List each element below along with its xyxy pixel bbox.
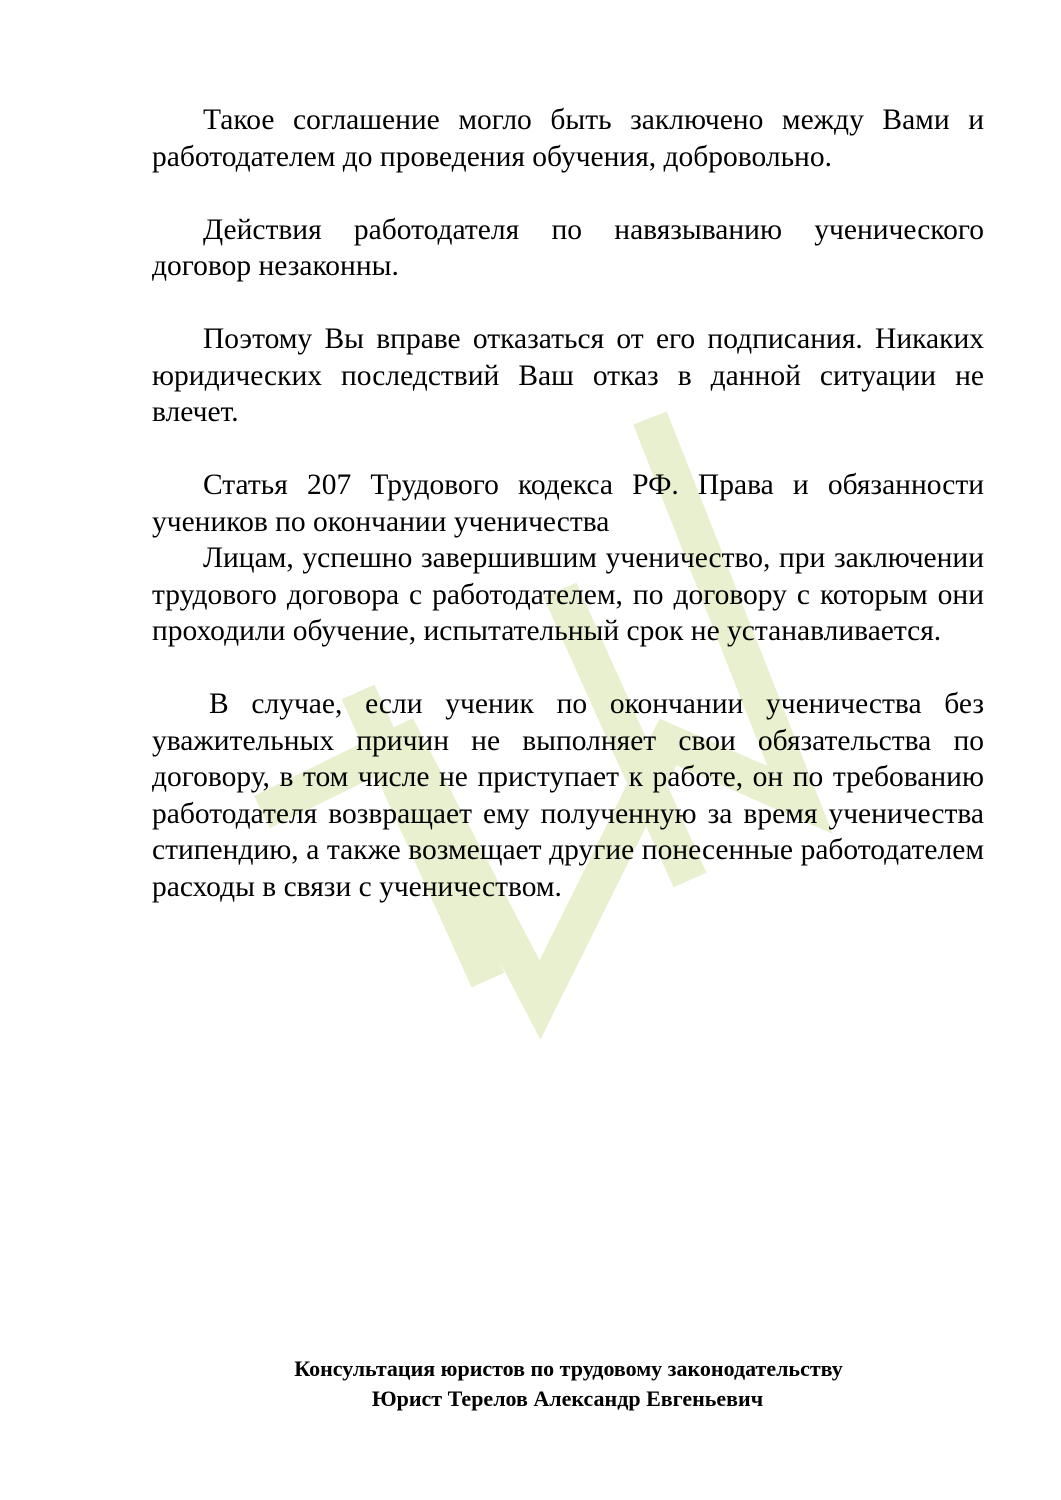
- paragraph: Лицам, успешно завершившим ученичество, при заключении трудового договора с работодателем, по договору с которым они проходили обучение, испытательный срок не устанавливается.: [152, 542, 984, 647]
- paragraph: Поэтому Вы вправе отказаться от его подписания. Никаких юридических последствий Ваш отказ в данной ситуации не влечет.: [152, 323, 984, 428]
- paragraph: Такое соглашение могло быть заключено между Вами и работодателем до проведения обучения, добровольно.: [152, 104, 984, 173]
- footer-title: Консультация юристов по трудовому законодательству: [294, 1356, 843, 1381]
- footer: [0, 1354, 1061, 1414]
- article-heading: Статья 207 Трудового кодекса РФ. Права и обязанности учеников по окончании ученичества: [152, 469, 984, 538]
- paragraph: В случае, если ученик по окончании ученичества без уважительных причин не выполняет свои обязательства по договору, в том числе не приступает к работе, он по требованию работодателя возвращает ему полученную за время ученичества стипендию, а также возмещает другие понесенные работодателем расходы в связи с ученичеством.: [152, 688, 984, 903]
- footer-author: Юрист Терелов Александр Евгеньевич: [371, 1386, 764, 1411]
- document-body: [152, 102, 984, 905]
- paragraph: Действия работодателя по навязыванию ученического договор незаконны.: [152, 213, 984, 282]
